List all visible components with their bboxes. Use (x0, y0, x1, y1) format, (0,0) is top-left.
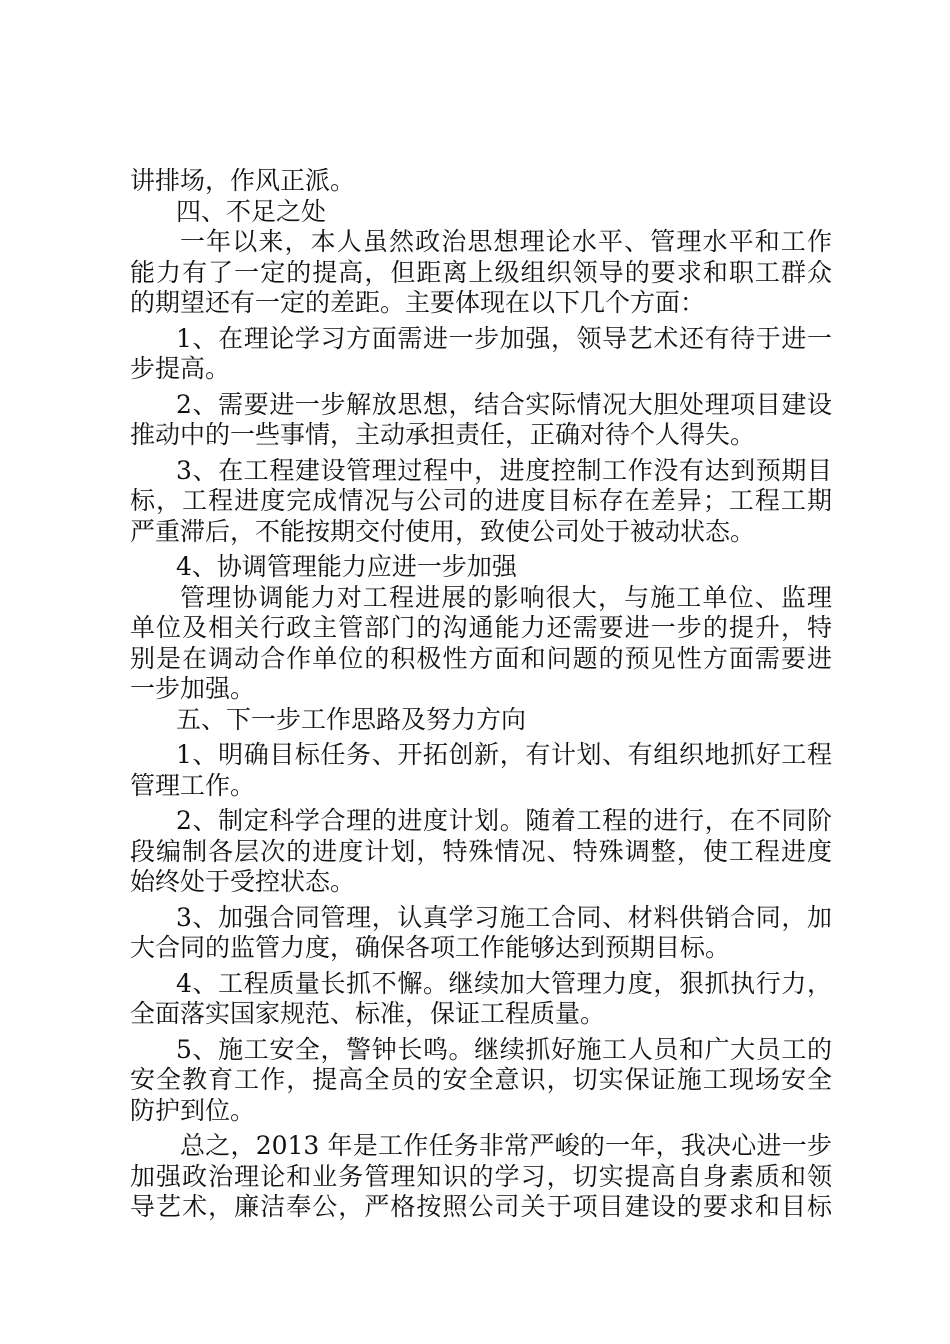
text-line: 能力有了一定的提高，但距离上级组织领导的要求和职工群众 (130, 257, 832, 287)
list-item: 2、需要进一步解放思想，结合实际情况大胆处理项目建设 (176, 389, 832, 419)
text-line: 防护到位。 (130, 1095, 256, 1125)
text-line: 一步加强。 (130, 674, 256, 703)
text-line: 单位及相关行政主管部门的沟通能力还需要进一步的提升，特 (130, 613, 832, 642)
section-heading: 四、不足之处 (176, 196, 327, 226)
text-line: 管理协调能力对工程进展的影响很大，与施工单位、监理 (180, 582, 832, 612)
text-line: 导艺术，廉洁奉公，严格按照公司关于项目建设的要求和目标 (130, 1192, 832, 1221)
text-line: 大合同的监管力度，确保各项工作能够达到预期目标。 (130, 933, 731, 962)
list-item: 1、明确目标任务、开拓创新，有计划、有组织地抓好工程 (176, 740, 832, 769)
text-line: 步提高。 (130, 354, 231, 383)
list-item: 4、协调管理能力应进一步加强 (176, 552, 517, 581)
text-line: 严重滞后，不能按期交付使用，致使公司处于被动状态。 (130, 516, 756, 546)
text-line: 全面落实国家规范、标准，保证工程质量。 (130, 999, 606, 1028)
text-line: 讲排场，作风正派。 (130, 166, 356, 195)
document-body (130, 166, 832, 1223)
list-item: 3、加强合同管理，认真学习施工合同、材料供销合同，加 (176, 902, 832, 932)
text-line: 始终处于受控状态。 (130, 867, 356, 896)
text-line: 一年以来，本人虽然政治思想理论水平、管理水平和工作 (180, 227, 832, 256)
text-line: 段编制各层次的进度计划，特殊情况、特殊调整，使工程进度 (130, 836, 832, 866)
text-line: 标，工程进度完成情况与公司的进度目标存在差异；工程工期 (130, 486, 832, 515)
text-line: 安全教育工作，提高全员的安全意识，切实保证施工现场安全 (130, 1065, 832, 1094)
text-line: 推动中的一些事情，主动承担责任，正确对待个人得失。 (130, 420, 756, 449)
section-heading: 五、下一步工作思路及努力方向 (176, 704, 527, 734)
list-item: 4、工程质量长抓不懈。继续加大管理力度，狠抓执行力， (176, 968, 832, 998)
text-line: 别是在调动合作单位的积极性方面和问题的预见性方面需要进 (130, 643, 832, 673)
text-line: 加强政治理论和业务管理知识的学习，切实提高自身素质和领 (130, 1161, 832, 1191)
list-item: 2、制定科学合理的进度计划。随着工程的进行，在不同阶 (176, 806, 832, 835)
list-item: 5、施工安全，警钟长鸣。继续抓好施工人员和广大员工的 (176, 1034, 832, 1064)
text-line: 总之，2013 年是工作任务非常严峻的一年，我决心进一步 (180, 1131, 832, 1160)
text-line: 的期望还有一定的差距。主要体现在以下几个方面： (130, 288, 706, 317)
list-item: 3、在工程建设管理过程中，进度控制工作没有达到预期目 (176, 455, 832, 485)
list-item: 1、在理论学习方面需进一步加强，领导艺术还有待于进一 (176, 323, 832, 353)
text-line: 管理工作。 (130, 770, 256, 800)
